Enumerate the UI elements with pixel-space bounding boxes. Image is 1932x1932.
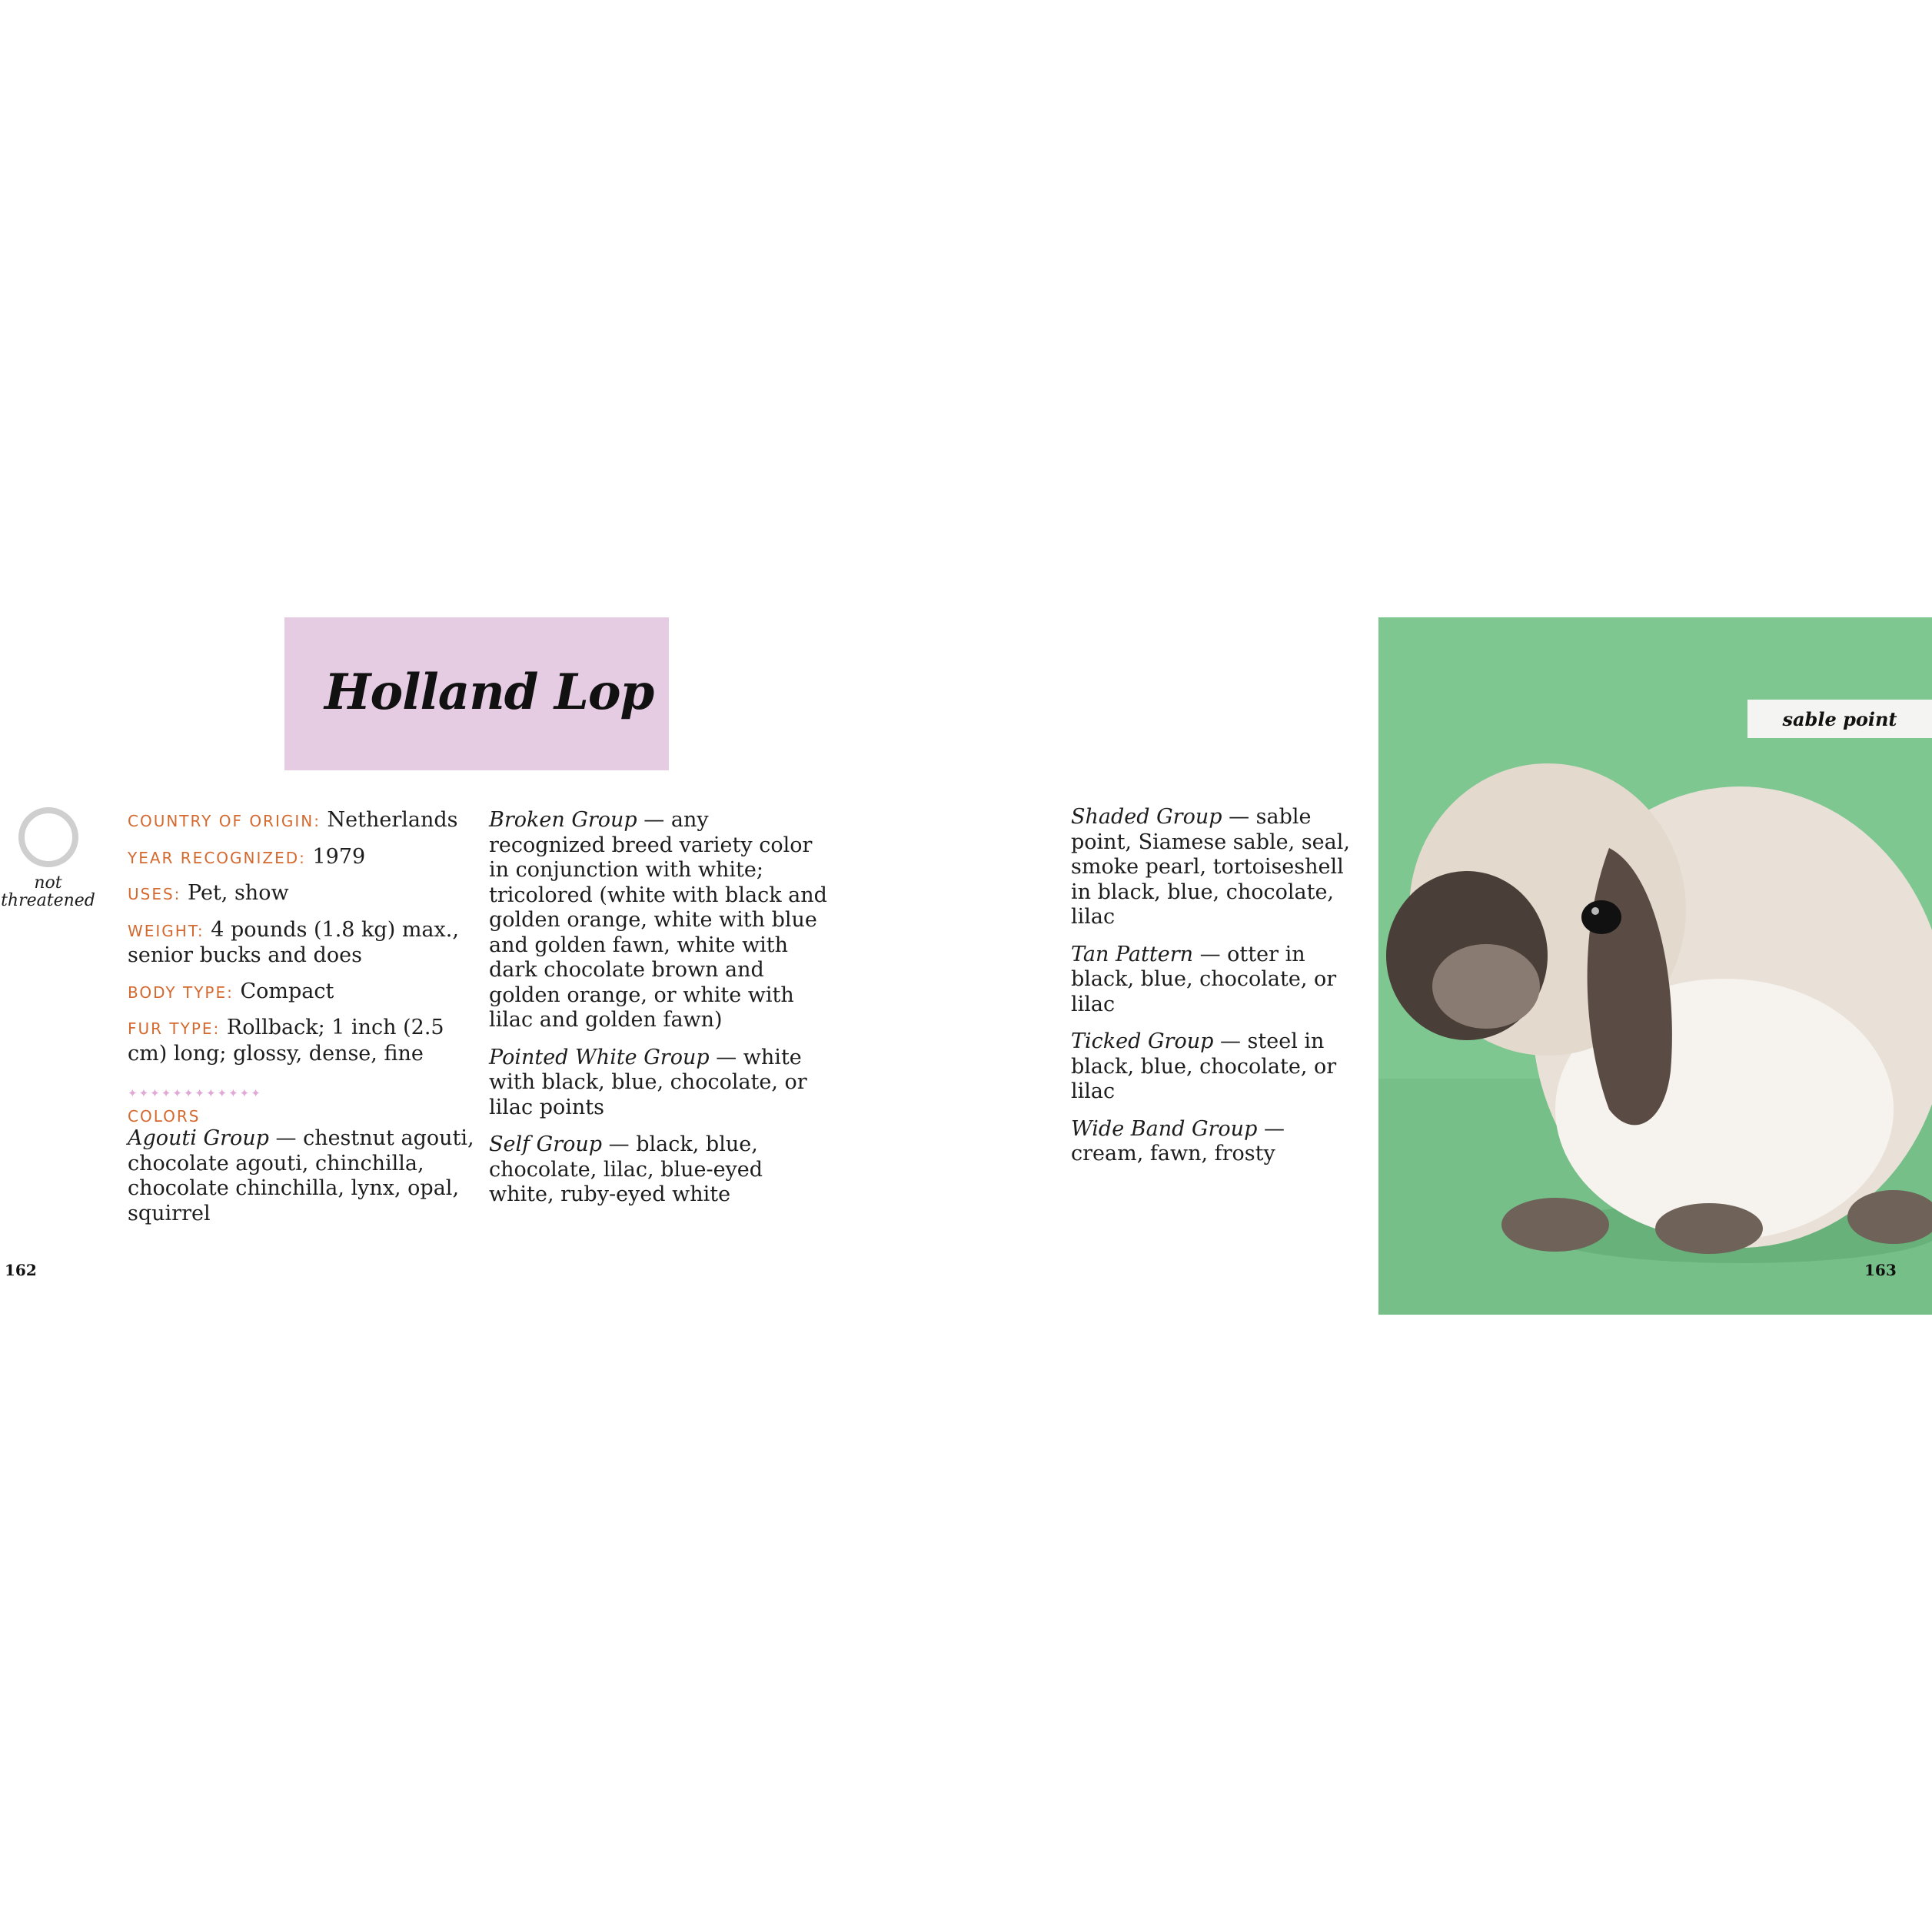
color-group (489, 1132, 827, 1208)
colors-column-3 (1071, 805, 1363, 1179)
fact-value: Netherlands (327, 808, 458, 832)
group-name: Self Group (489, 1132, 603, 1156)
facts-column (128, 808, 481, 1239)
group-name: Broken Group (489, 808, 637, 832)
group-text: — steel in black, blue, chocolate, or lilac (1071, 1029, 1337, 1103)
fact-origin (128, 808, 481, 834)
group-text: — chestnut agouti, chocolate agouti, chinchilla, chocolate chinchilla, lynx, opal, squirrel (128, 1126, 474, 1225)
group-name: Wide Band Group (1071, 1116, 1258, 1141)
fact-label: COUNTRY OF ORIGIN: (128, 812, 321, 830)
fact-weight (128, 918, 481, 969)
group-name: Shaded Group (1071, 805, 1222, 829)
fact-value: Pet, show (188, 881, 289, 905)
fact-label: FUR TYPE: (128, 1019, 221, 1038)
rabbit-photo (1378, 617, 1932, 1315)
fact-fur-type (128, 1016, 481, 1066)
fact-value: Compact (240, 979, 334, 1003)
color-group (1071, 1029, 1363, 1105)
colors-column-2 (489, 808, 827, 1220)
color-group (1071, 805, 1363, 930)
group-name: Agouti Group (128, 1126, 269, 1150)
fact-uses (128, 881, 481, 907)
fact-value: Rollback; 1 inch (2.5 cm) long; glossy, dense, fine (128, 1016, 444, 1066)
page-number-left: 162 (5, 1261, 37, 1279)
conservation-status: not threatened (1, 873, 95, 910)
color-group (128, 1126, 481, 1226)
title-banner (284, 617, 669, 770)
ornament-divider: ✦✦✦✦✦✦✦✦✦✦✦✦ (128, 1086, 262, 1100)
color-group (489, 1046, 827, 1121)
group-text: — cream, fawn, frosty (1071, 1116, 1285, 1166)
group-name: Ticked Group (1071, 1029, 1214, 1053)
fact-body-type (128, 979, 481, 1006)
status-ring-icon (18, 807, 78, 867)
page-number-right: 163 (1864, 1261, 1897, 1279)
fact-label: YEAR RECOGNIZED: (128, 848, 306, 867)
group-text: — white with black, blue, chocolate, or lilac points (489, 1045, 807, 1119)
fact-value: 1979 (312, 844, 366, 869)
color-group (1071, 1117, 1363, 1167)
fact-label: USES: (128, 885, 181, 903)
group-text: — otter in black, blue, chocolate, or lilac (1071, 942, 1337, 1016)
group-name: Pointed White Group (489, 1045, 710, 1069)
fact-label: BODY TYPE: (128, 983, 234, 1002)
color-group (489, 808, 827, 1033)
colors-heading: COLORS (128, 1107, 201, 1126)
fact-value: 4 pounds (1.8 kg) max., senior bucks and does (128, 917, 459, 967)
breed-title: Holland Lop (324, 663, 654, 721)
color-group (1071, 943, 1363, 1018)
fact-year (128, 845, 481, 871)
group-text: — any recognized breed variety color in conjunction with white; tricolored (white with black and golden orange, white with blue and golden fawn, white with dark chocolate brown and golden orange, or white with lilac and golden fawn) (489, 808, 827, 1032)
fact-label: WEIGHT: (128, 921, 205, 940)
group-text: — sable point, Siamese sable, seal, smoke pearl, tortoiseshell in black, blue, chocolate, lilac (1071, 805, 1350, 929)
group-text: — black, blue, chocolate, lilac, blue-eyed white, ruby-eyed white (489, 1132, 763, 1206)
photo-caption: sable point (1747, 700, 1932, 738)
group-name: Tan Pattern (1071, 942, 1194, 966)
